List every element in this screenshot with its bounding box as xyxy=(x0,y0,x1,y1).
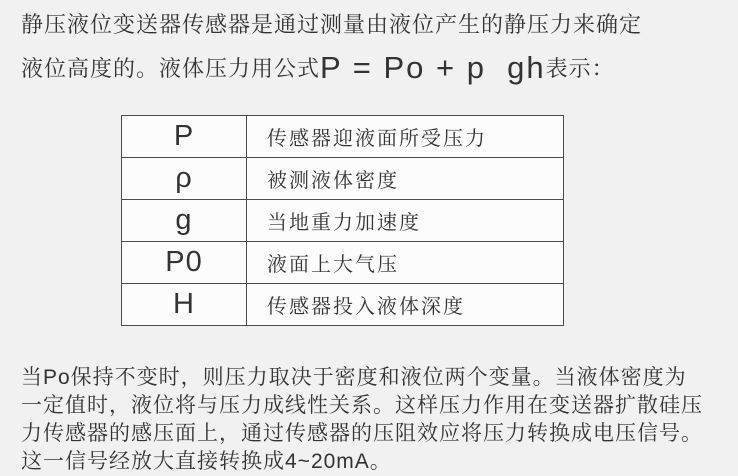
intro-line-2-text-after: 表示： xyxy=(545,56,615,81)
description-cell: 被测液体密度 xyxy=(247,158,564,200)
table-row xyxy=(122,200,564,242)
table-row xyxy=(122,116,564,158)
symbol-cell: H xyxy=(122,284,247,326)
footer-paragraph xyxy=(21,364,720,476)
description-cell: 液面上大气压 xyxy=(247,242,564,284)
footer-line-4: 这一信号经放大直接转换成4~20mA。 xyxy=(21,450,392,473)
table-row xyxy=(122,284,564,326)
intro-line-1: 静压液位变送器传感器是通过测量由液位产生的静压力来确定 xyxy=(21,12,643,37)
symbol-cell: P xyxy=(122,116,247,158)
footer-line-2: 一定值时，液位将与压力成线性关系。这样压力作用在变送器扩散硅压 xyxy=(21,394,703,417)
table-row xyxy=(122,242,564,284)
symbol-cell: g xyxy=(122,200,247,242)
footer-line-1: 当Po保持不变时，则压力取决于密度和液位两个变量。当液体密度为 xyxy=(21,366,687,389)
symbol-cell: ρ xyxy=(122,158,247,200)
intro-line-2 xyxy=(21,48,720,89)
intro-line-2-text-before: 液位高度的。液体压力用公式 xyxy=(21,56,321,81)
variable-definition-table xyxy=(121,115,564,326)
pressure-formula: P = Po + p gh xyxy=(320,50,546,85)
description-cell: 传感器迎液面所受压力 xyxy=(247,116,564,158)
table-row xyxy=(122,158,564,200)
description-cell: 当地重力加速度 xyxy=(247,200,564,242)
description-cell: 传感器投入液体深度 xyxy=(247,284,564,326)
intro-paragraph xyxy=(0,0,738,89)
footer-line-3: 力传感器的感压面上，通过传感器的压阻效应将压力转换成电压信号。 xyxy=(21,422,703,445)
symbol-cell: P0 xyxy=(122,242,247,284)
